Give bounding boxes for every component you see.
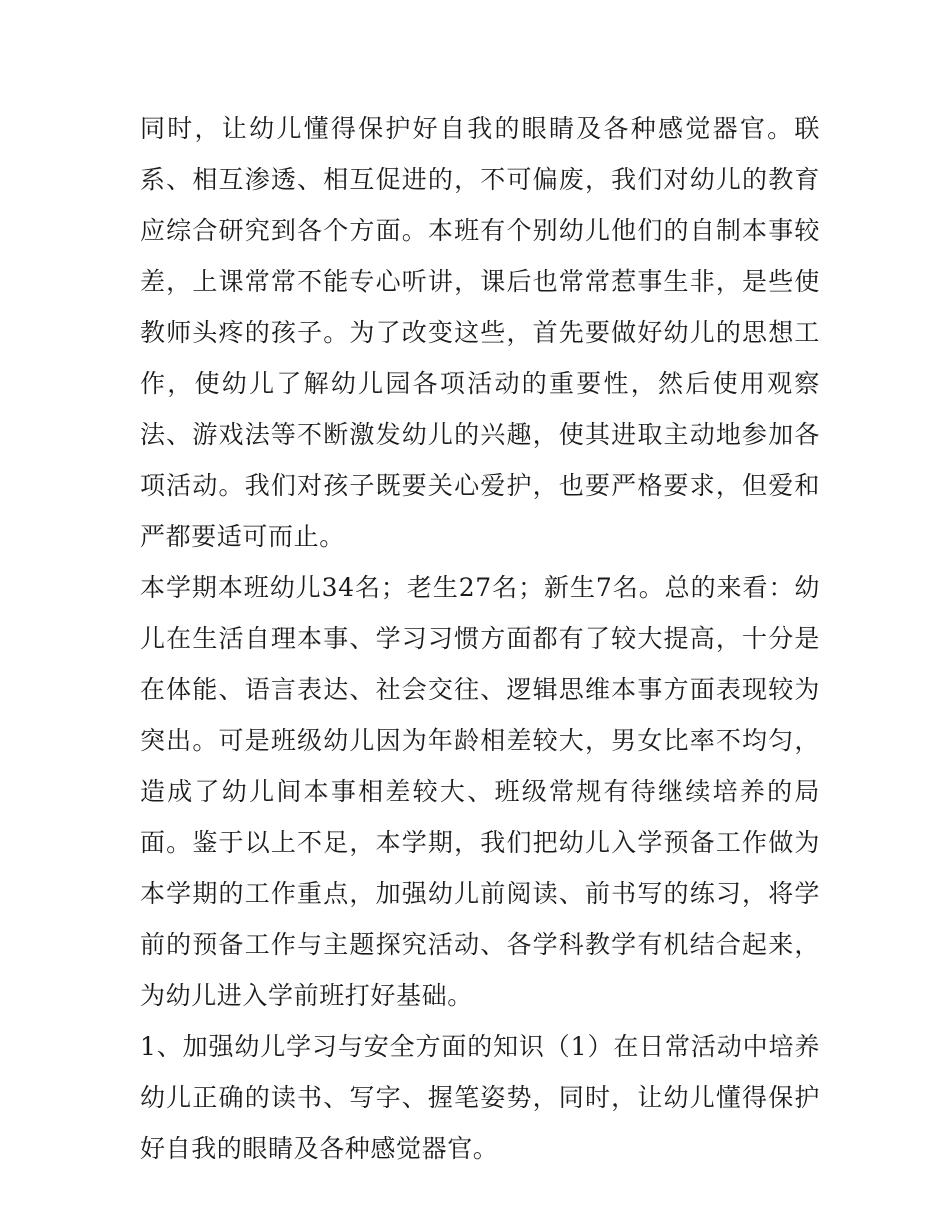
paragraph-care-guidance: 同时，让幼儿懂得保护好自我的眼睛及各种感觉器官。联系、相互渗透、相互促进的，不可偏废，我们对幼儿的教育应综合研究到各个方面。本班有个别幼儿他们的自制本事较差，上课常常不能专心听讲，课后也常常惹事生非，是些使教师头疼的孩子。为了改变这些，首先要做好幼儿的思想工作，使幼儿了解幼儿园各项活动的重要性，然后使用观察法、游戏法等不断激发幼儿的兴趣，使其进取主动地参加各项活动。我们对孩子既要关心爱护，也要严格要求，但爱和严都要适可而止。 bbox=[140, 114, 820, 551]
document-body bbox=[140, 103, 820, 1174]
paragraph-class-overview: 本学期本班幼儿34名；老生27名；新生7名。总的来看：幼儿在生活自理本事、学习习惯方面都有了较大提高，十分是在体能、语言表达、社会交往、逻辑思维本事方面表现较为突出。可是班级幼儿因为年龄相差较大，男女比率不均匀，造成了幼儿间本事相差较大、班级常规有待继续培养的局面。鉴于以上不足，本学期，我们把幼儿入学预备工作做为本学期的工作重点，加强幼儿前阅读、前书写的练习，将学前的预备工作与主题探究活动、各学科教学有机结合起来，为幼儿进入学前班打好基础。 bbox=[140, 573, 820, 1010]
paragraph-learning-safety: 1、加强幼儿学习与安全方面的知识（1）在日常活动中培养幼儿正确的读书、写字、握笔姿势，同时，让幼儿懂得保护好自我的眼睛及各种感觉器官。 bbox=[140, 1032, 820, 1163]
